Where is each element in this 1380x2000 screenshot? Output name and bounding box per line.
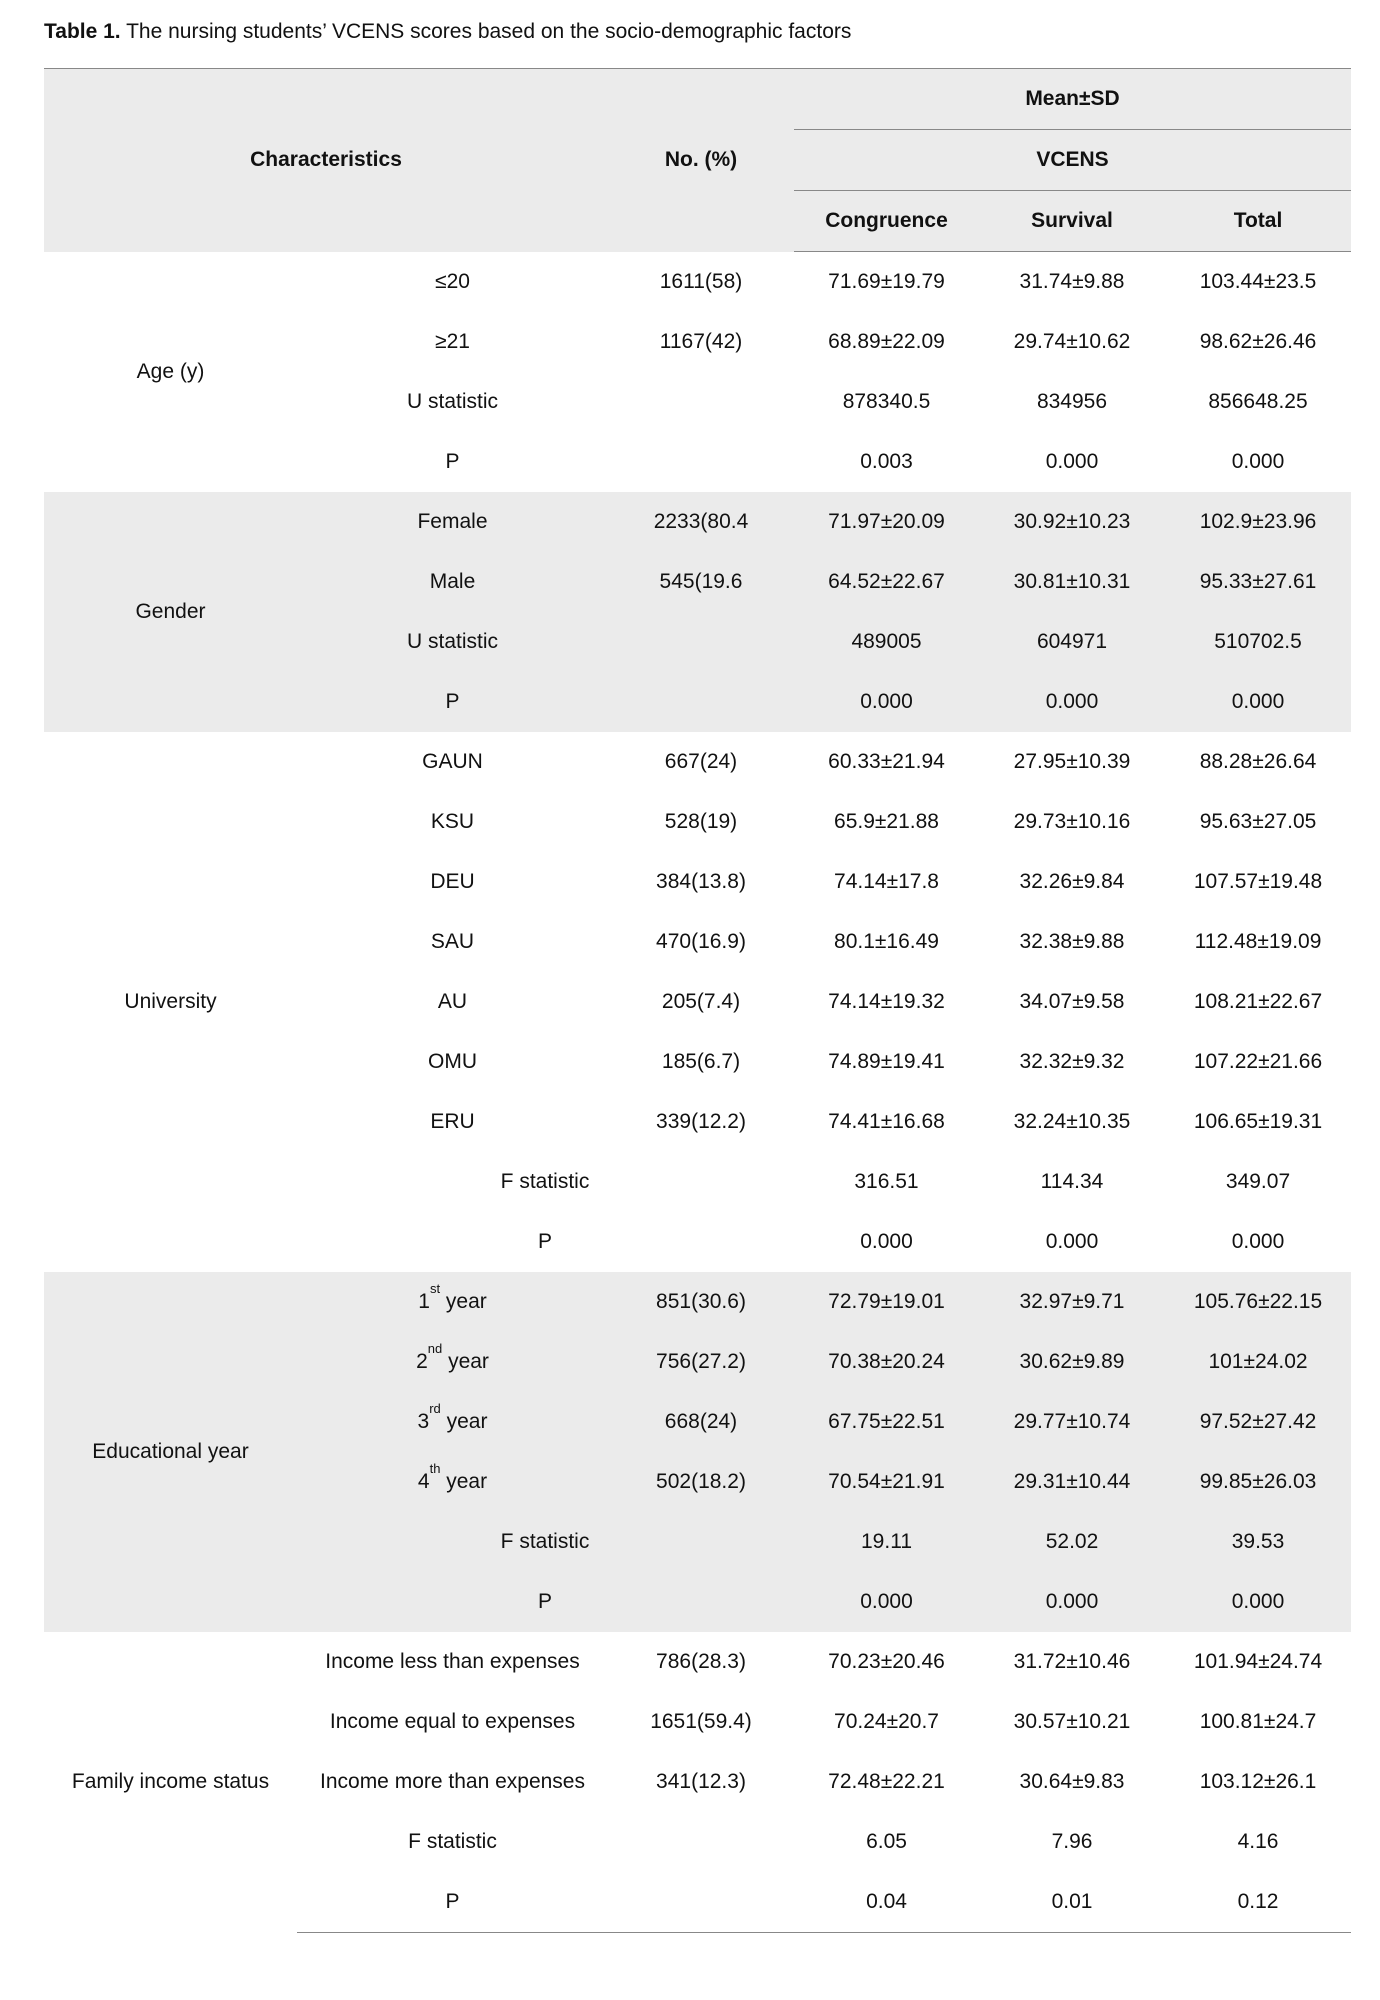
- row-label-suffix: year: [440, 1470, 488, 1493]
- cell-congruence: 71.69±19.79: [828, 270, 945, 293]
- cell-survival: 32.97±9.71: [979, 1272, 1165, 1332]
- cell-congruence: 71.97±20.09: [794, 492, 979, 552]
- row-label: [297, 972, 608, 1032]
- table-row: [44, 252, 1351, 313]
- cell-total: 107.57±19.48: [1193, 870, 1323, 893]
- table-header: [44, 69, 1351, 252]
- row-label: [297, 372, 608, 432]
- cell-congruence: 0.003: [860, 450, 913, 473]
- cell-congruence: 68.89±22.09: [828, 330, 945, 353]
- cell-total: 0.000: [1231, 450, 1285, 473]
- cell-survival: 604971: [979, 612, 1165, 672]
- row-label: [297, 1692, 608, 1752]
- cell-total: 105.76±22.15: [1165, 1272, 1351, 1332]
- cell-number: 339(12.2): [656, 1110, 746, 1133]
- cell-survival: 29.31±10.44: [979, 1452, 1165, 1512]
- cell-congruence: 0.000: [794, 672, 979, 732]
- row-label: [297, 792, 608, 852]
- cell-congruence: 489005: [794, 612, 979, 672]
- cell-total: 112.48±19.09: [1194, 930, 1322, 953]
- cell-total: 0.12: [1165, 1872, 1351, 1933]
- cell-total: 0.000: [1165, 672, 1351, 732]
- cell-survival: 32.24±10.35: [1013, 1110, 1131, 1133]
- row-label-text: GAUN: [422, 750, 483, 773]
- cell-survival: 32.26±9.84: [1019, 870, 1125, 893]
- row-label: [297, 312, 608, 372]
- cell-number: [608, 1572, 794, 1632]
- cell-survival: 29.74±10.62: [1013, 330, 1131, 353]
- cell-number: [608, 1512, 794, 1572]
- row-label-text: ERU: [430, 1110, 475, 1133]
- group-label: Educational year: [44, 1272, 297, 1632]
- cell-survival: 114.34: [1040, 1170, 1104, 1193]
- table-row: [44, 732, 1351, 792]
- row-label: [297, 1512, 608, 1572]
- cell-congruence: 70.54±21.91: [794, 1452, 979, 1512]
- row-label: [297, 672, 608, 732]
- cell-survival: 30.81±10.31: [979, 552, 1165, 612]
- cell-survival: 52.02: [979, 1512, 1165, 1572]
- row-label-text: P: [445, 1890, 460, 1913]
- cell-number: 667(24): [664, 750, 738, 773]
- row-label-ordinal: th: [429, 1461, 441, 1476]
- cell-survival: 30.92±10.23: [979, 492, 1165, 552]
- group-label: University: [124, 990, 217, 1013]
- cell-number: [608, 1812, 794, 1872]
- cell-congruence: 80.1±16.49: [834, 930, 939, 953]
- cell-total: 99.85±26.03: [1165, 1452, 1351, 1512]
- cell-total: 98.62±26.46: [1199, 330, 1317, 353]
- cell-total: 108.21±22.67: [1193, 990, 1323, 1013]
- cell-number: 1651(59.4): [650, 1710, 752, 1733]
- cell-survival: 32.38±9.88: [1019, 930, 1125, 953]
- table-row: [44, 1272, 1351, 1332]
- cell-total: 4.16: [1237, 1830, 1279, 1853]
- row-label-text: Income less than expenses: [325, 1650, 580, 1673]
- row-label-text: F statistic: [500, 1530, 590, 1553]
- row-label: [297, 1152, 608, 1212]
- row-label: [297, 252, 608, 313]
- table-caption-label: Table 1.: [44, 20, 121, 43]
- group-label: Age (y): [136, 359, 205, 383]
- row-label: [297, 1212, 608, 1272]
- cell-total: 101±24.02: [1165, 1332, 1351, 1392]
- cell-survival: 29.73±10.16: [1013, 810, 1131, 833]
- cell-survival: 0.000: [979, 1572, 1165, 1632]
- row-label: [297, 1872, 608, 1933]
- header-vcens: VCENS: [794, 130, 1351, 191]
- cell-congruence: 72.79±19.01: [794, 1272, 979, 1332]
- row-label-text: P: [445, 690, 460, 713]
- cell-congruence: 72.48±22.21: [828, 1770, 945, 1793]
- cell-congruence: 67.75±22.51: [794, 1392, 979, 1452]
- row-label: [297, 912, 608, 972]
- group-label: Family income status: [71, 1770, 270, 1794]
- cell-number: 668(24): [608, 1392, 794, 1452]
- cell-number: 545(19.6: [608, 552, 794, 612]
- header-total: Total: [1165, 191, 1351, 252]
- row-label: [297, 1812, 608, 1872]
- cell-survival: 30.64±9.83: [1019, 1770, 1125, 1793]
- row-label-text: Income more than expenses: [320, 1770, 585, 1793]
- row-label: [297, 732, 608, 792]
- row-label-text: ≥21: [435, 330, 470, 353]
- group-label: Gender: [44, 492, 297, 732]
- cell-survival: 29.77±10.74: [979, 1392, 1165, 1452]
- header-characteristics: Characteristics: [44, 69, 608, 252]
- cell-number: [608, 1872, 794, 1933]
- cell-congruence: 74.89±19.41: [828, 1050, 945, 1073]
- row-label: [297, 852, 608, 912]
- cell-total: 95.33±27.61: [1165, 552, 1351, 612]
- row-label-text: 2: [416, 1350, 428, 1373]
- cell-total: 349.07: [1225, 1170, 1291, 1193]
- cell-total: 97.52±27.42: [1165, 1392, 1351, 1452]
- row-label: [297, 1752, 608, 1812]
- row-label-ordinal: rd: [429, 1401, 441, 1416]
- table-row: [44, 492, 1351, 552]
- cell-number: 528(19): [664, 810, 738, 833]
- cell-number: [608, 432, 794, 492]
- row-label: [297, 492, 608, 552]
- cell-total: 856648.25: [1208, 390, 1308, 413]
- cell-number: 341(12.3): [656, 1770, 746, 1793]
- cell-total: 106.65±19.31: [1193, 1110, 1323, 1133]
- cell-number: [608, 672, 794, 732]
- row-label-text: Male: [429, 570, 476, 593]
- row-label-text: U statistic: [406, 630, 498, 653]
- cell-congruence: 74.14±17.8: [834, 870, 939, 893]
- cell-survival: 31.72±10.46: [1013, 1650, 1131, 1673]
- cell-survival: 0.01: [979, 1872, 1165, 1933]
- cell-survival: 34.07±9.58: [1019, 990, 1125, 1013]
- cell-survival: 0.000: [1045, 450, 1099, 473]
- cell-total: 107.22±21.66: [1193, 1050, 1323, 1073]
- cell-congruence: 0.000: [860, 1230, 913, 1253]
- row-label-text: Female: [417, 510, 488, 533]
- row-label-text: ≤20: [435, 269, 470, 293]
- cell-survival: 0.000: [1045, 1230, 1099, 1253]
- row-label-text: SAU: [430, 930, 475, 953]
- table-caption: [44, 14, 851, 50]
- header-number: No. (%): [608, 69, 794, 252]
- cell-total: 102.9±23.96: [1165, 492, 1351, 552]
- cell-survival: 7.96: [1051, 1830, 1093, 1853]
- row-label-text: P: [537, 1590, 552, 1613]
- cell-survival: 30.62±9.89: [979, 1332, 1165, 1392]
- scores-table: [44, 68, 1351, 1933]
- row-label-text: KSU: [430, 810, 475, 833]
- cell-congruence: 64.52±22.67: [794, 552, 979, 612]
- row-label-text: P: [445, 450, 460, 473]
- cell-survival: 32.32±9.32: [1019, 1050, 1125, 1073]
- cell-number: 786(28.3): [656, 1650, 746, 1673]
- row-label-text: F statistic: [500, 1170, 590, 1193]
- cell-total: 510702.5: [1165, 612, 1351, 672]
- cell-congruence: 878340.5: [842, 390, 931, 413]
- row-label-ordinal: st: [429, 1281, 441, 1296]
- cell-survival: 30.57±10.21: [1013, 1710, 1131, 1733]
- cell-number: 2233(80.4: [608, 492, 794, 552]
- row-label: [297, 432, 608, 492]
- row-label-text: DEU: [430, 870, 475, 893]
- cell-number: 756(27.2): [608, 1332, 794, 1392]
- cell-number: 470(16.9): [656, 930, 746, 953]
- cell-number: [608, 612, 794, 672]
- cell-congruence: 65.9±21.88: [834, 810, 939, 833]
- row-label: [297, 1392, 608, 1452]
- row-label-text: U statistic: [406, 390, 498, 413]
- cell-total: 103.12±26.1: [1199, 1770, 1317, 1793]
- cell-number: 1167(42): [659, 330, 743, 353]
- cell-survival: 31.74±9.88: [1019, 270, 1125, 293]
- table-caption-text: The nursing students’ VCENS scores based on the socio-demographic factors: [126, 20, 852, 43]
- table-body: [44, 252, 1351, 1933]
- row-label: [297, 1332, 608, 1392]
- cell-congruence: 6.05: [866, 1830, 907, 1853]
- cell-congruence: 74.14±19.32: [828, 990, 945, 1013]
- row-label: [297, 1452, 608, 1512]
- row-label-text: 4: [417, 1470, 430, 1493]
- cell-congruence: 70.38±20.24: [794, 1332, 979, 1392]
- row-label-suffix: year: [440, 1410, 488, 1433]
- row-label-text: F statistic: [408, 1830, 497, 1853]
- cell-congruence: 60.33±21.94: [828, 750, 945, 773]
- header-survival: Survival: [979, 191, 1165, 252]
- row-label-suffix: year: [442, 1350, 489, 1373]
- cell-congruence: 0.04: [794, 1872, 979, 1933]
- cell-number: [608, 1152, 794, 1212]
- cell-survival: 834956: [1036, 390, 1108, 413]
- cell-survival: 0.000: [979, 672, 1165, 732]
- row-label: [297, 1632, 608, 1692]
- header-congruence: Congruence: [794, 191, 979, 252]
- header-mean-sd: Mean±SD: [794, 69, 1351, 130]
- cell-total: 0.000: [1165, 1572, 1351, 1632]
- row-label-text: P: [537, 1230, 552, 1253]
- cell-number: 185(6.7): [661, 1050, 741, 1073]
- row-label-ordinal: nd: [427, 1341, 443, 1356]
- cell-total: 88.28±26.64: [1199, 750, 1317, 773]
- cell-total: 103.44±23.5: [1199, 270, 1317, 293]
- row-label: [297, 1092, 608, 1152]
- cell-total: 95.63±27.05: [1199, 810, 1317, 833]
- row-label-text: Income equal to expenses: [329, 1710, 576, 1733]
- row-label: [297, 612, 608, 672]
- cell-congruence: 70.23±20.46: [828, 1650, 945, 1673]
- cell-congruence: 316.51: [854, 1170, 919, 1193]
- cell-number: [608, 372, 794, 432]
- row-label-text: 3: [417, 1410, 430, 1433]
- cell-total: 100.81±24.7: [1199, 1710, 1317, 1733]
- row-label: [297, 552, 608, 612]
- row-label-text: AU: [437, 990, 468, 1013]
- cell-total: 101.94±24.74: [1193, 1650, 1323, 1673]
- row-label: [297, 1272, 608, 1332]
- cell-total: 0.000: [1231, 1230, 1285, 1253]
- cell-number: 502(18.2): [608, 1452, 794, 1512]
- cell-congruence: 19.11: [794, 1512, 979, 1572]
- cell-total: 39.53: [1165, 1512, 1351, 1572]
- cell-survival: 27.95±10.39: [1013, 750, 1131, 773]
- cell-number: 1611(58): [659, 269, 743, 293]
- cell-congruence: 70.24±20.7: [834, 1710, 939, 1733]
- table-row: [44, 1632, 1351, 1692]
- cell-number: 384(13.8): [656, 870, 746, 893]
- row-label-text: OMU: [428, 1050, 477, 1073]
- cell-number: 205(7.4): [661, 990, 741, 1013]
- cell-congruence: 74.41±16.68: [828, 1110, 945, 1133]
- cell-number: 851(30.6): [608, 1272, 794, 1332]
- cell-number: [608, 1212, 794, 1272]
- row-label: [297, 1572, 608, 1632]
- row-label-text: 1: [418, 1290, 430, 1313]
- row-label: [297, 1032, 608, 1092]
- row-label-suffix: year: [440, 1290, 487, 1313]
- cell-congruence: 0.000: [794, 1572, 979, 1632]
